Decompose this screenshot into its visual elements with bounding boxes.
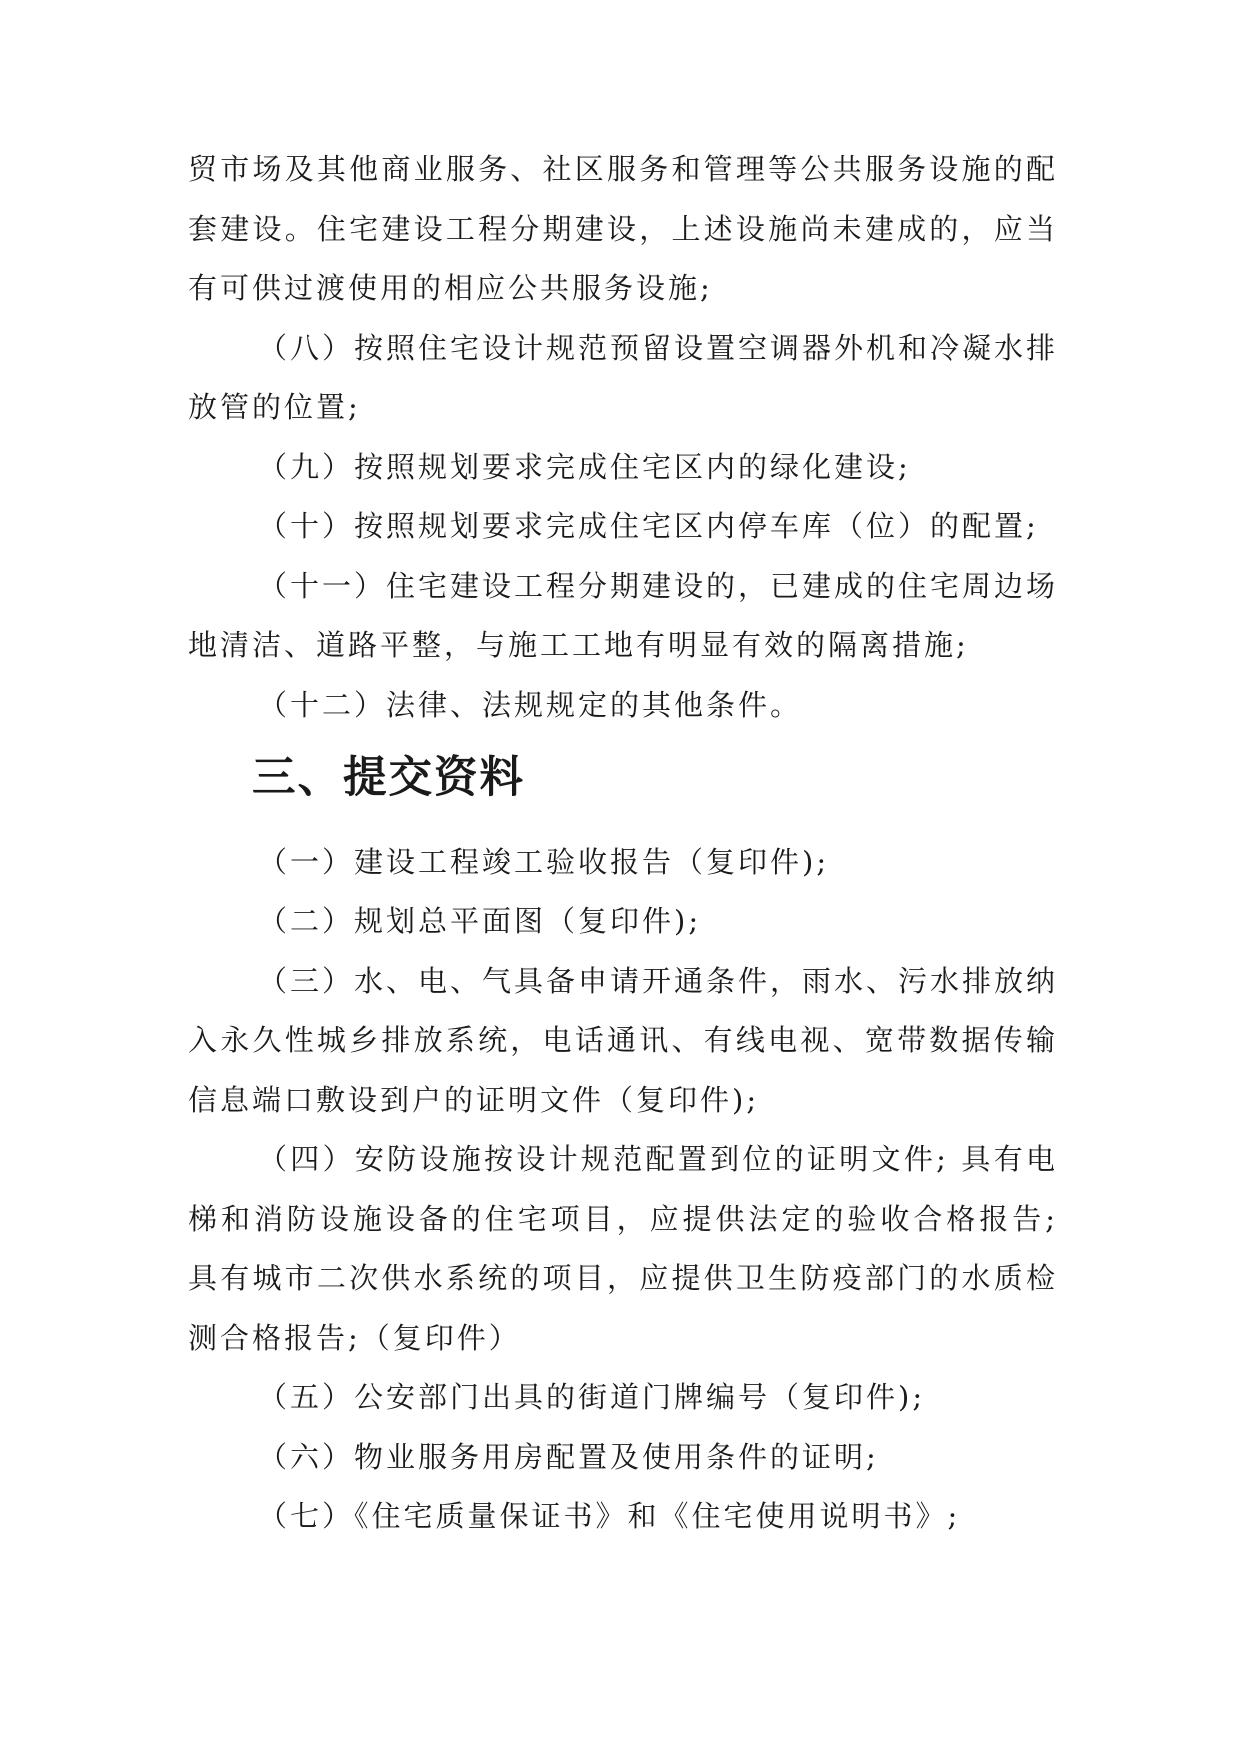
paragraph-item-12: （十二）法律、法规规定的其他条件。 (258, 687, 803, 722)
section-heading-submit-materials: 三、提交资料 (252, 753, 525, 803)
material-item-5: （五）公安部门出具的街道门牌编号（复印件); (258, 1380, 926, 1414)
paragraph-item-10: （十）按照规划要求完成住宅区内停车库（位）的配置; (258, 509, 1039, 543)
material-item-4: （四）安防设施按设计规范配置到位的证明文件; 具有电梯和消防设施设备的住宅项目，应提供法定的验收合格报告; 具有城市二次供水系统的项目，应提供卫生防疫部门的水质检测合格报告;（复印件） (188, 1142, 1058, 1355)
materials-list (188, 833, 1058, 1547)
paragraph-item-11: （十一）住宅建设工程分期建设的，已建成的住宅周边场地清洁、道路平整，与施工工地有明显有效的隔离措施; (188, 568, 1059, 662)
material-item-2: （二）规划总平面图（复印件); (258, 904, 702, 938)
requirements-list-continued (188, 140, 1058, 735)
material-item-7: （七）《住宅质量保证书》和《住宅使用说明书》; (258, 1499, 961, 1533)
material-item-3: （三）水、电、气具备申请开通条件，雨水、污水排放纳入永久性城乡排放系统，电话通讯、有线电视、宽带数据传输信息端口敷设到户的证明文件（复印件); (188, 963, 1059, 1117)
paragraph-item-9: （九）按照规划要求完成住宅区内的绿化建设; (258, 449, 911, 484)
material-item-6: （六）物业服务用房配置及使用条件的证明; (258, 1439, 879, 1474)
material-item-1: （一）建设工程竣工验收报告（复印件); (258, 844, 830, 879)
paragraph-item-8: （八）按照住宅设计规范预留设置空调器外机和冷凝水排放管的位置; (188, 330, 1059, 424)
document-body (188, 140, 1058, 1547)
paragraph-continued-item-7: 贸市场及其他商业服务、社区服务和管理等公共服务设施的配套建设。住宅建设工程分期建设，上述设施尚未建成的，应当有可供过渡使用的相应公共服务设施; (188, 152, 1058, 305)
